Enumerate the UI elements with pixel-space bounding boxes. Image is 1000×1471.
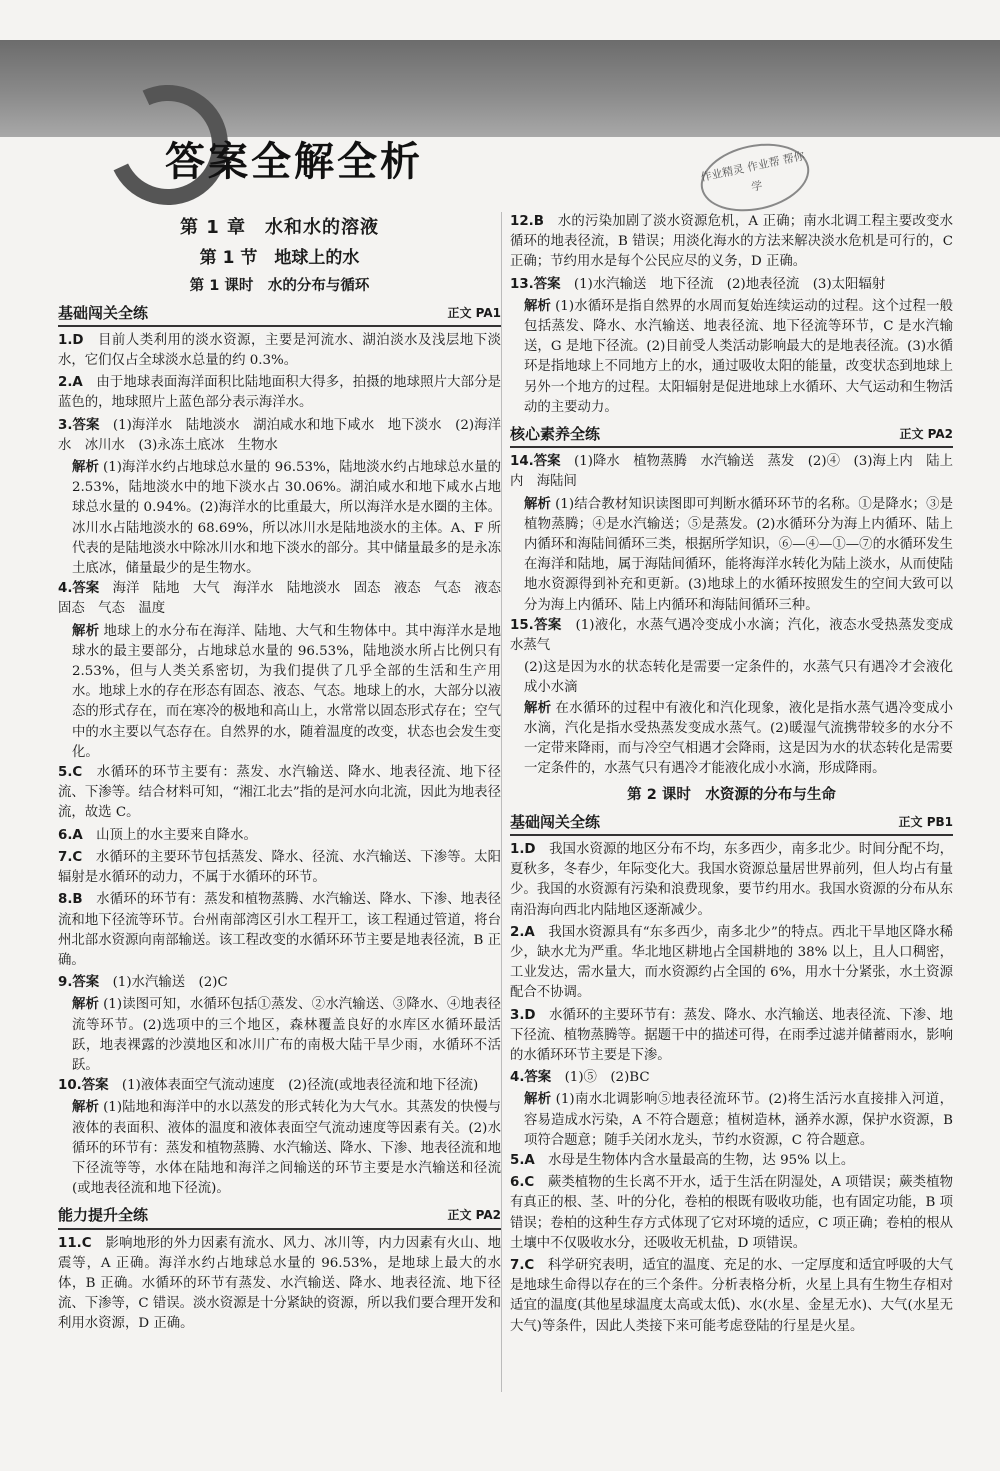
- answer-item: 6.C 蕨类植物的生长离不开水，适于生活在阴湿处，A 项错误；蕨类植物有真正的根、茎、叶的分化，卷柏的根既有吸收功能，也有固定功能，B 项错误；卷柏的这种生存方式体现了它对环境的适应，C 项正确；卷柏的根从土壤中不仅吸收水分，还吸收无机盐，D 项错误。: [510, 1175, 953, 1251]
- analysis: 解析 (1)结合教材知识读图即可判断水循环环节的名称。①是降水；③是植物蒸腾；④是水汽输送；⑤是蒸发。(2)水循环分为海上内循环、陆上内循环和海陆间循环三类，根据所学知识，⑥—④—①—⑦的水循环发生在海洋和陆地，属于海陆间循环，能将海洋水转化为陆上淡水，从而使陆地水资源得到补充和更新。(3)地球上的水循环按照发生的空间大致可以分为海上内循环、陆上内循环和海陆间循环三种。: [524, 496, 954, 613]
- page-title: 答案全解全析: [165, 139, 423, 185]
- lesson-title: 第 1 课时 水的分布与循环: [189, 278, 370, 295]
- answer-item: 2.A 由于地球表面海洋面积比陆地面积大得多，拍摄的地球照片大部分是蓝色的，地球照片上蓝色部分表示海洋水。: [58, 375, 502, 411]
- analysis: 解析 (1)南水北调影响⑤地表径流环节。(2)将生活污水直接排入河道，容易造成水污染，A 不符合题意；植树造林，涵养水源，保护水资源，B 项符合题意；随手关闭水龙头，节约水资源，C 符合题意。: [524, 1092, 954, 1148]
- analysis: 解析 (1)陆地和海洋中的水以蒸发的形式转化为大气水。其蒸发的快慢与液体的表面积、液体的温度和液体表面空气流动速度等因素有关。(2)水循环的环节有：蒸发和植物蒸腾、水汽输送、降水、下渗、地表径流和地下径流等等，水体在陆地和海洋之间输送的环节主要是水汽输送和径流(或地表径流和地下径流)。: [72, 1100, 502, 1197]
- answer-item: 14.答案 (1)降水 植物蒸腾 水汽输送 蒸发 (2)④ (3)海上内 陆上内 海陆间: [510, 454, 953, 490]
- answer-item: 4.答案 海洋 陆地 大气 海洋水 陆地淡水 固态 液态 气态 液态 固态 气态 温度: [58, 581, 515, 617]
- left-column: [58, 210, 515, 1337]
- answer-item: 12.B 水的污染加剧了淡水资源危机，A 正确；南水北调工程主要改变水循环的地表径流，B 错误；用淡化海水的方法来解决淡水危机是可行的，C 正确；节约用水是每个公民应尽的义务，D 正确。: [510, 214, 953, 270]
- answer-item: 7.C 水循环的主要环节包括蒸发、降水、径流、水汽输送、下渗等。太阳辐射是水循环的动力，不属于水循环的环节。: [58, 849, 502, 886]
- answer-item: 9.答案 (1)水汽输送 (2)C: [58, 975, 228, 991]
- answer-item: 5.C 水循环的环节主要有：蒸发、水汽输送、降水、地表径流、地下径流、下渗等。结合材料可知，“湘江北去”指的是河水向北流，因此为地表径流，故选 C。: [58, 765, 502, 821]
- answer-item: 6.A 山顶上的水主要来自降水。: [58, 827, 257, 843]
- answer-item: 8.B 水循环的环节有：蒸发和植物蒸腾、水汽输送、降水、下渗、地表径流和地下径流等环节。台州南部湾区引水工程开工，该工程通过管道，将台州北部水资源向南部输送。该工程改变的水循环环节主要是地表径流，B 正确。: [58, 892, 502, 968]
- answer-item: 13.答案 (1)水汽输送 地下径流 (2)地表径流 (3)太阳辐射: [510, 276, 886, 292]
- right-column: [510, 212, 953, 1339]
- chapter-title: 第 1 章 水和水的溶液: [179, 217, 380, 238]
- answer-item: 1.D 目前人类利用的淡水资源，主要是河流水、湖泊淡水及浅层地下淡水，它们仅占全球淡水总量的约 0.3%。: [58, 332, 502, 369]
- column-divider: [501, 212, 502, 1392]
- answer-item: 1.D 我国水资源的地区分布不均，东多西少，南多北少。时间分配不均，夏秋多，冬春少，年际变化大。我国水资源总量居世界前列，但人均占有量少。我国的水资源有污染和浪费现象，要节约用水。我国水资源的分布从东南沿海向西北内陆地区逐渐减少。: [510, 841, 954, 918]
- section-bar-basic: 基础闯关全练 正文 PA1: [58, 303, 501, 327]
- answer-item: 4.答案 (1)⑤ (2)BC: [510, 1070, 650, 1086]
- section-bar-core: 核心素养全练 正文 PA2: [510, 424, 953, 448]
- analysis: 解析 (1)水循环是指自然界的水周而复始连续运动的过程。这个过程一般包括蒸发、降水、水汽输送、地表径流、地下径流等环节，C 是水汽输送，G 是地下径流。(2)目前受人类活动影响最大的是地表径流。(3)水循环是指地球上不同地方上的水，通过吸收太阳的能量，改变状态到地球上另外一个地方的过程。太阳辐射是促进地球上水循环、大气运动和生物活动的主要动力。: [524, 298, 954, 415]
- section-bar-basic-2: 基础闯关全练 正文 PB1: [510, 812, 953, 836]
- answer-continued: (2)这是因为水的状态转化是需要一定条件的，水蒸气只有遇冷才会液化成小水滴: [524, 660, 953, 696]
- analysis: 解析 地球上的水分布在海洋、陆地、大气和生物体中。其中海洋水是地球水的最主要部分，占地球总水量的 96.53%，陆地淡水所占比例只有 2.53%，但与人类关系密切，为我们提供了几乎全部的生活和生产用水。地球上水的存在形态有固态、液态、气态。地球上的水，大部分以液态的形式存在，而在寒冷的极地和高山上，水常常以固态形式存在；空气中的水主要以气态存在。自然界的水，随着温度的改变，状态也会发生变化。: [72, 623, 502, 760]
- lesson-title-2: 第 2 课时 水资源的分布与生命: [627, 787, 836, 804]
- section-bar-ability: 能力提升全练 正文 PA2: [58, 1205, 501, 1229]
- analysis: 解析 (1)海洋水约占地球总水量的 96.53%，陆地淡水约占地球总水量的 2.53%，陆地淡水中的地下淡水占 30.06%。湖泊咸水和地下咸水占地球总水量的 0.94%。(2)海洋水的比重最大，所以海洋水是水圈的主体。冰川水占陆地淡水的 68.69%，所以冰川水是陆地淡水的主体。A、F 所代表的是陆地淡水中除冰川水和地下淡水的部分。其中储量最多的是永冻土底冰，储量最少的是生物水。: [72, 460, 502, 577]
- answer-item: 5.A 水母是生物体内含水量最高的生物，达 95% 以上。: [510, 1152, 855, 1168]
- answer-item: 10.答案 (1)液体表面空气流动速度 (2)径流(或地表径流和地下径流): [58, 1078, 479, 1094]
- answer-item: 3.答案 (1)海洋水 陆地淡水 湖泊咸水和地下咸水 地下淡水 (2)海洋水 冰川水 (3)永冻土底冰 生物水: [58, 417, 502, 453]
- analysis: 解析 (1)读图可知，水循环包括①蒸发、②水汽输送、③降水、④地表径流等环节。(2)选项中的三个地区，森林覆盖良好的水库区水循环最活跃，地表裸露的沙漠地区和冰川广布的南极大陆干旱少雨，水循环不活跃。: [72, 997, 502, 1073]
- watermark-stamp: 作业精灵 作业帮 帮你学: [694, 134, 815, 220]
- answer-item: 2.A 我国水资源具有“东多西少，南多北少”的特点。西北干旱地区降水稀少，缺水尤为严重。华北地区耕地占全国耕地的 38% 以上，且人口稠密，工业发达，需水量大，而水资源约占全国的 6%，用水十分紧张，水土资源配合不协调。: [510, 924, 953, 1001]
- answer-item: 7.C 科学研究表明，适宜的温度、充足的水、一定厚度和适宜呼吸的大气是地球生命得以存在的三个条件。分析表格分析，火星上具有生物生存相对适宜的温度(其他星球温度太高或太低)、水(水星、金星无水)、大气(水星无大气)等条件，因此人类接下来可能考虑登陆的行星是火星。: [510, 1257, 954, 1334]
- answer-item: 3.D 水循环的主要环节有：蒸发、降水、水汽输送、地表径流、下渗、地下径流、植物蒸腾等。据题干中的描述可得，在雨季过滤并储蓄雨水，影响的水循环环节主要是下渗。: [510, 1007, 954, 1063]
- answer-item: 11.C 影响地形的外力因素有流水、风力、冰川等，内力因素有火山、地震等，A 正确。海洋水约占地球总水量的 96.53%，是地球上最大的水体，B 正确。水循环的环节有蒸发、水汽输送、降水、地表径流、地下径流、下渗等，C 错误。淡水资源是十分紧缺的资源，所以我们要合理开发和利用水资源，D 正确。: [58, 1235, 501, 1332]
- answer-item: 15.答案 (1)液化，水蒸气遇冷变成小水滴；汽化，液态水受热蒸发变成水蒸气: [510, 617, 953, 654]
- analysis: 解析 在水循环的过程中有液化和汽化现象，液化是指水蒸气遇冷变成小水滴，汽化是指水受热蒸发变成水蒸气。(2)暖湿气流携带较多的水分不一定带来降雨，而与冷空气相遇才会降雨，这是因为水的状态转化是需要一定条件的，水蒸气只有遇冷才能液化成小水滴，形成降雨。: [524, 700, 954, 777]
- section-title: 第 1 节 地球上的水: [199, 248, 360, 269]
